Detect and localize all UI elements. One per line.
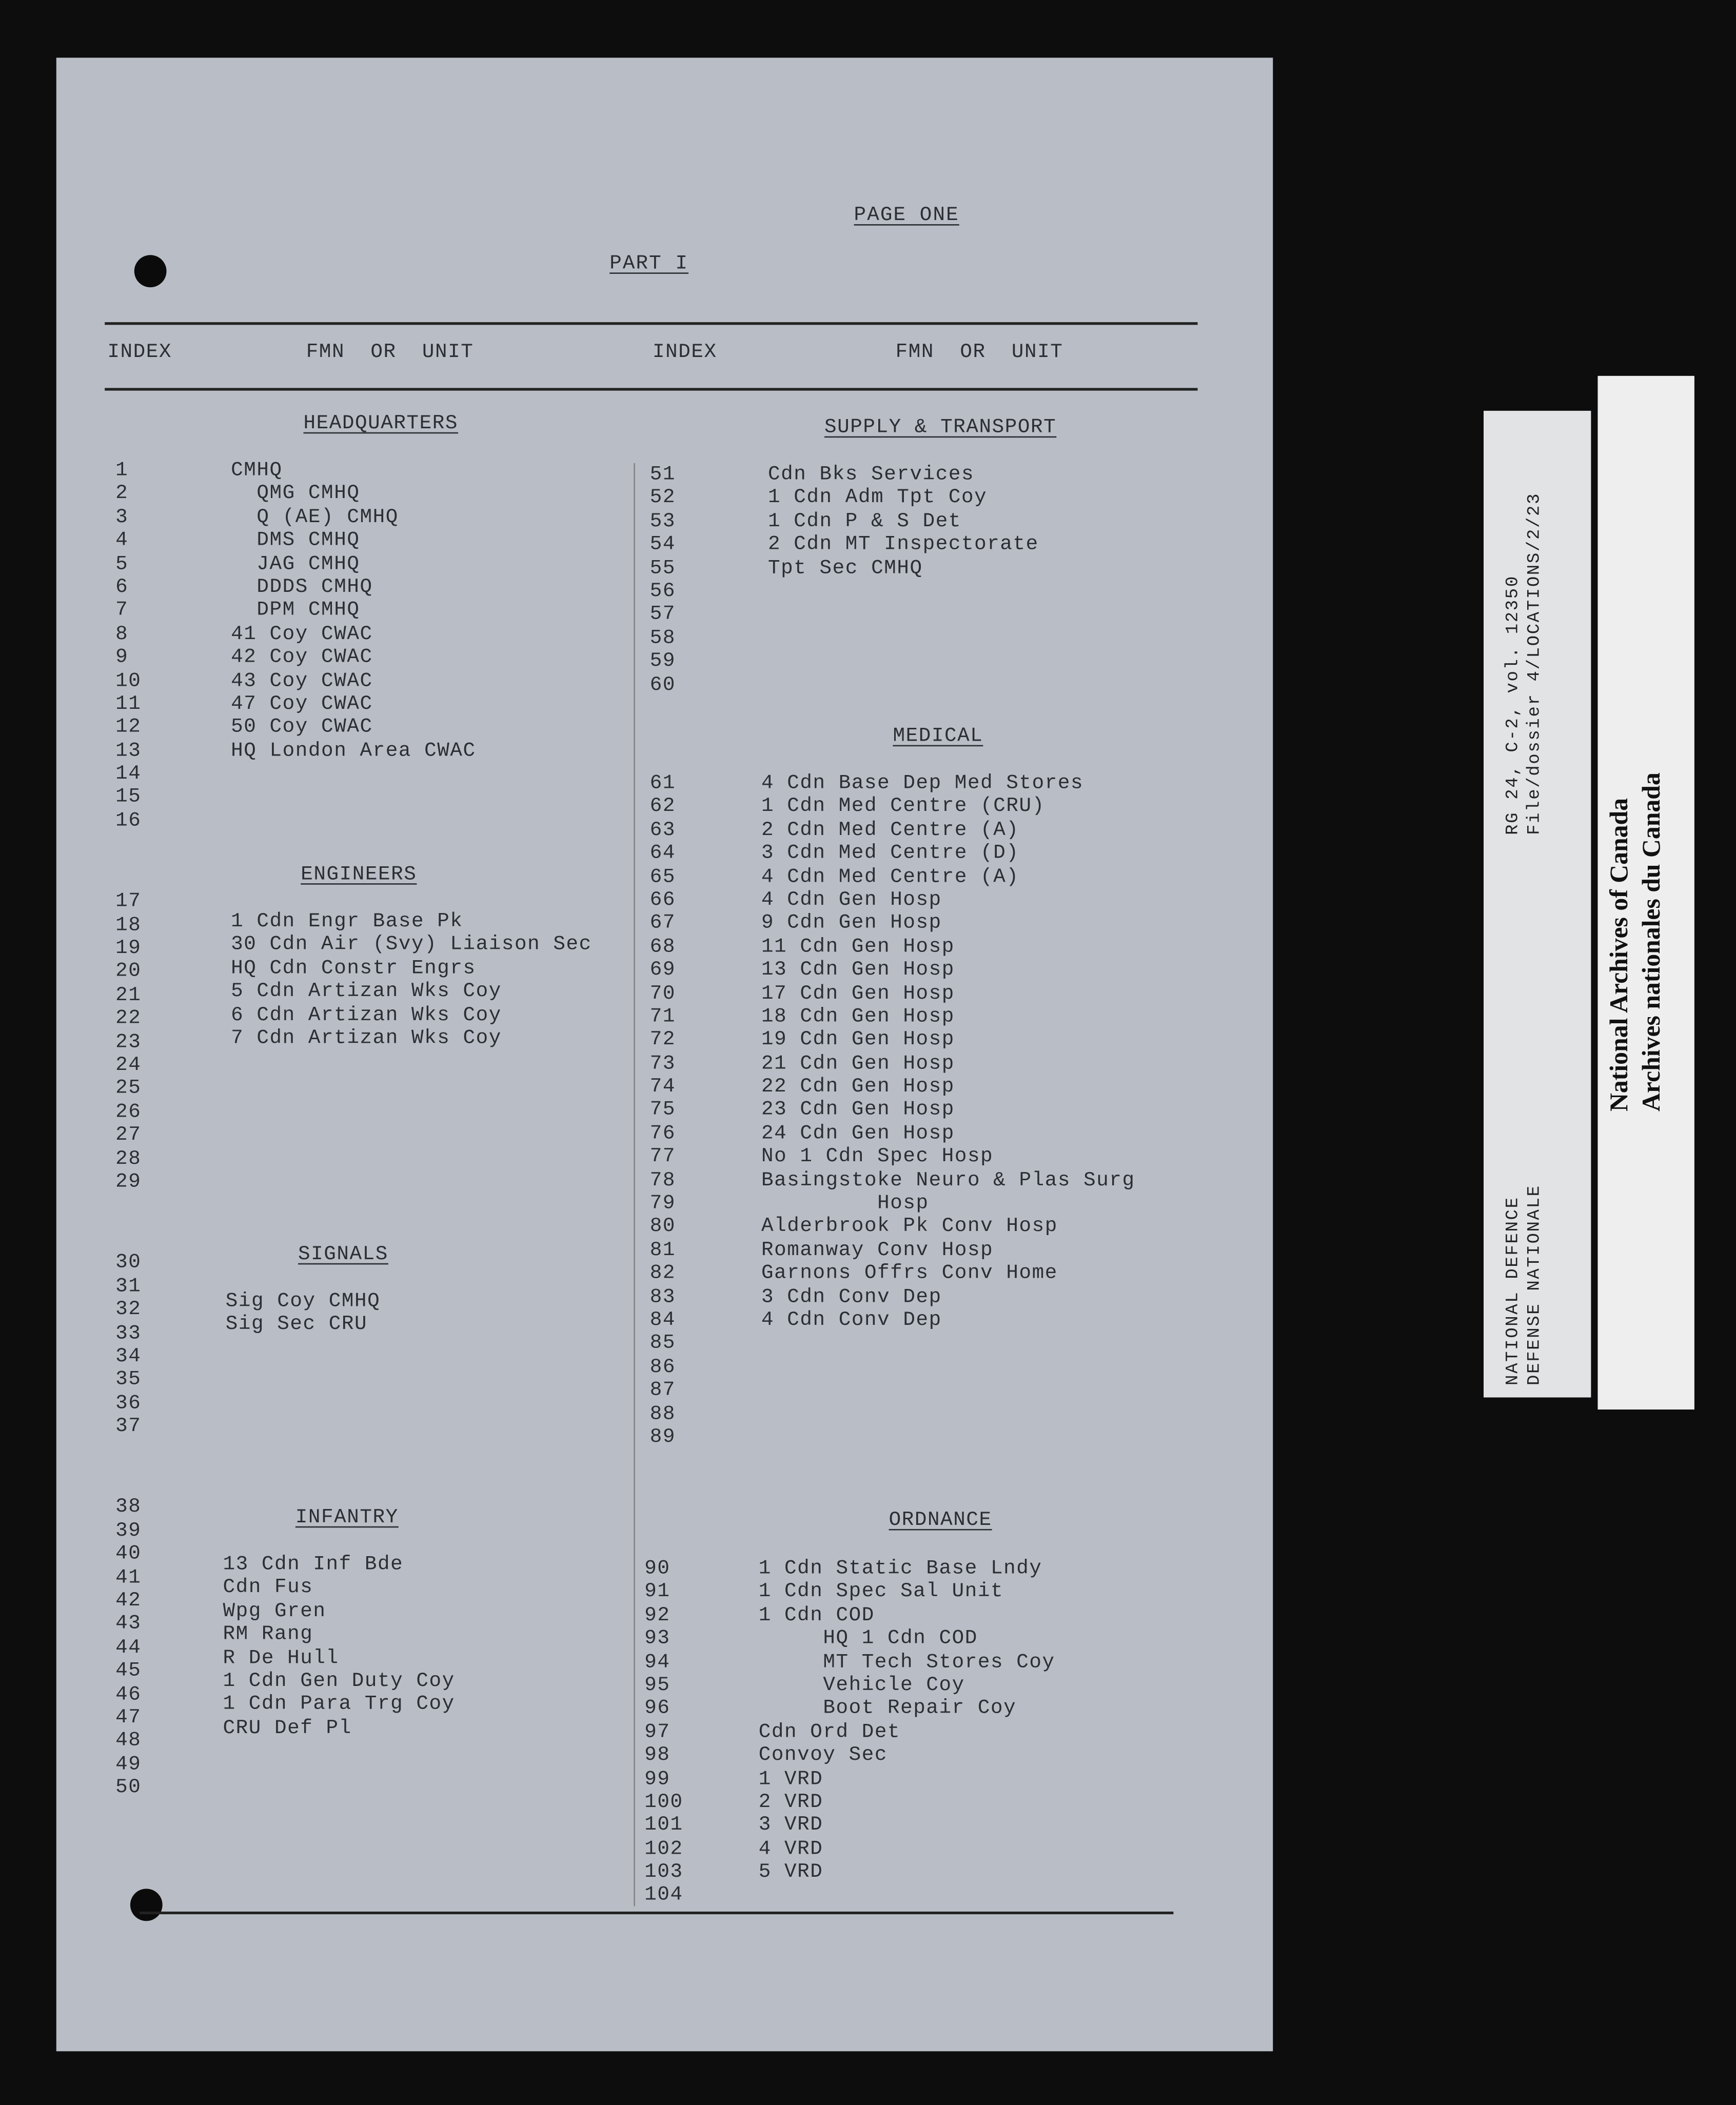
index-number: 15 — [115, 786, 142, 809]
index-number: 1 — [115, 459, 129, 482]
index-number: 61 — [649, 771, 676, 795]
unit-entry: 4 VRD — [758, 1837, 823, 1860]
centre-divider — [634, 463, 635, 1906]
unit-entry: 2 VRD — [758, 1791, 823, 1814]
unit-entry: 11 Cdn Gen Hosp — [761, 935, 955, 958]
ordnance-unit-list — [759, 1557, 1055, 1884]
unit-entry: 1 Cdn Med Centre (CRU) — [761, 795, 1045, 818]
unit-entry: 1 Cdn Gen Duty Coy — [223, 1670, 455, 1693]
index-number: 101 — [644, 1814, 683, 1837]
index-number: 45 — [115, 1659, 142, 1682]
unit-entry: 1 Cdn Spec Sal Unit — [758, 1580, 1004, 1603]
index-number: 79 — [649, 1192, 676, 1215]
index-number: 17 — [115, 890, 142, 914]
index-number: 21 — [115, 983, 142, 1007]
index-number: 39 — [115, 1519, 142, 1542]
section-heading-signals: SIGNALS — [298, 1243, 388, 1266]
index-number: 51 — [649, 463, 676, 486]
index-number: 29 — [115, 1170, 142, 1194]
unit-entry: 22 Cdn Gen Hosp — [761, 1075, 955, 1099]
index-number: 20 — [115, 960, 142, 983]
section-heading-ordnance: ORDNANCE — [889, 1508, 992, 1532]
index-number: 44 — [115, 1636, 142, 1659]
index-number: 60 — [649, 673, 676, 697]
index-number: 23 — [115, 1030, 142, 1054]
index-number: 24 — [115, 1054, 142, 1077]
index-number: 64 — [649, 842, 676, 865]
unit-entry: 47 Coy CWAC — [231, 692, 373, 716]
unit-entry: 1 VRD — [758, 1767, 823, 1791]
index-number: 37 — [115, 1415, 142, 1438]
unit-entry: 3 Cdn Med Centre (D) — [761, 842, 1019, 865]
unit-entry: JAG CMHQ — [231, 552, 360, 575]
footer-rule — [140, 1912, 1173, 1914]
unit-entry: HQ London Area CWAC — [231, 739, 476, 762]
index-number: 98 — [644, 1744, 670, 1767]
unit-entry: MT Tech Stores Coy — [758, 1651, 1055, 1674]
index-number: 11 — [115, 692, 142, 716]
unit-entry: Cdn Fus — [223, 1576, 313, 1600]
index-number: 16 — [115, 809, 142, 832]
index-number: 83 — [649, 1285, 676, 1308]
index-number: 47 — [115, 1706, 142, 1729]
unit-entry: Garnons Offrs Conv Home — [761, 1262, 1058, 1285]
index-number: 84 — [649, 1308, 676, 1332]
signals-unit-list — [226, 1290, 381, 1337]
unit-entry: 18 Cdn Gen Hosp — [761, 1005, 955, 1028]
index-number: 70 — [649, 982, 676, 1005]
unit-entry: HQ 1 Cdn COD — [758, 1627, 978, 1650]
index-number: 31 — [115, 1275, 142, 1298]
index-number: 89 — [649, 1425, 676, 1448]
unit-entry: 30 Cdn Air (Svy) Liaison Sec — [231, 933, 592, 957]
unit-entry: CMHQ — [231, 459, 283, 482]
unit-entry: RM Rang — [223, 1623, 313, 1646]
part-title: PART I — [609, 252, 689, 275]
index-number: 68 — [649, 935, 676, 958]
unit-entry: 3 Cdn Conv Dep — [761, 1285, 942, 1308]
unit-entry: 23 Cdn Gen Hosp — [761, 1099, 955, 1122]
unit-entry: DDDS CMHQ — [231, 575, 373, 599]
column-header-index-right: INDEX — [652, 341, 717, 364]
unit-entry: 42 Coy CWAC — [231, 646, 373, 669]
index-number: 9 — [115, 646, 129, 669]
index-number: 2 — [115, 482, 129, 506]
index-number: 97 — [644, 1720, 670, 1744]
unit-entry: Basingstoke Neuro & Plas Surg — [761, 1168, 1135, 1192]
archive-dept-line-2: DEFENSE NATIONALE — [1524, 1184, 1544, 1385]
index-number: 56 — [649, 580, 676, 603]
archive-name-line-1: National Archives of Canada — [1606, 798, 1634, 1112]
index-number: 78 — [649, 1168, 676, 1192]
index-number: 27 — [115, 1124, 142, 1147]
unit-entry: Sig Coy CMHQ — [225, 1290, 381, 1313]
unit-entry: Cdn Ord Det — [758, 1720, 901, 1744]
index-number: 6 — [115, 575, 129, 599]
index-number: 100 — [644, 1791, 683, 1814]
unit-entry: 19 Cdn Gen Hosp — [761, 1028, 955, 1052]
index-number: 73 — [649, 1052, 676, 1075]
index-number: 58 — [649, 626, 676, 650]
unit-entry: Q (AE) CMHQ — [231, 506, 399, 529]
unit-entry: 1 Cdn Engr Base Pk — [231, 910, 463, 933]
unit-entry: HQ Cdn Constr Engrs — [231, 957, 476, 980]
index-number: 74 — [649, 1075, 676, 1099]
section-heading-supply: SUPPLY & TRANSPORT — [824, 416, 1057, 439]
unit-entry: No 1 Cdn Spec Hosp — [761, 1145, 994, 1168]
unit-entry: 1 Cdn P & S Det — [768, 509, 961, 533]
index-number: 7 — [115, 599, 129, 622]
index-number: 62 — [649, 795, 676, 818]
index-number: 96 — [644, 1697, 670, 1720]
index-number: 19 — [115, 937, 142, 960]
index-number: 102 — [644, 1837, 683, 1860]
unit-entry: Wpg Gren — [223, 1600, 326, 1623]
unit-entry: 6 Cdn Artizan Wks Coy — [231, 1003, 502, 1027]
unit-entry: 41 Coy CWAC — [231, 622, 373, 646]
column-header-index-left: INDEX — [107, 341, 172, 364]
unit-entry: Cdn Bks Services — [768, 463, 975, 486]
unit-entry: 21 Cdn Gen Hosp — [761, 1052, 955, 1075]
index-number: 95 — [644, 1674, 670, 1697]
right-index-list-medical — [650, 772, 676, 1449]
index-number: 53 — [649, 509, 676, 533]
index-number: 66 — [649, 888, 676, 911]
unit-entry: 4 Cdn Base Dep Med Stores — [761, 771, 1084, 795]
index-number: 104 — [644, 1884, 683, 1907]
medical-unit-list — [761, 772, 1135, 1332]
index-number: 90 — [644, 1557, 670, 1580]
index-number: 99 — [644, 1767, 670, 1791]
unit-entry: 50 Coy CWAC — [231, 716, 373, 739]
header-rule-top — [105, 322, 1197, 325]
index-number: 72 — [649, 1028, 676, 1052]
index-number: 28 — [115, 1147, 142, 1170]
supply-unit-list — [768, 463, 1039, 580]
unit-entry: Sig Sec CRU — [225, 1313, 368, 1337]
index-number: 71 — [649, 1005, 676, 1028]
index-number: 8 — [115, 622, 129, 646]
unit-entry: 5 Cdn Artizan Wks Coy — [231, 980, 502, 1003]
index-number: 65 — [649, 865, 676, 888]
index-number: 103 — [644, 1860, 683, 1884]
punch-hole-bottom — [130, 1889, 163, 1921]
archive-reference-line-2: File/dossier 4/LOCATIONS/2/23 — [1524, 492, 1544, 835]
unit-entry: 9 Cdn Gen Hosp — [761, 911, 942, 935]
index-number: 67 — [649, 911, 676, 935]
index-number: 93 — [644, 1627, 670, 1650]
index-number: 46 — [115, 1682, 142, 1706]
unit-entry: 5 VRD — [758, 1860, 823, 1884]
page-title: PAGE ONE — [854, 204, 959, 227]
unit-entry: Tpt Sec CMHQ — [768, 556, 923, 580]
archive-name-line-2: Archives nationales du Canada — [1638, 772, 1666, 1112]
unit-entry: Vehicle Coy — [758, 1674, 965, 1697]
index-number: 50 — [115, 1776, 142, 1799]
index-number: 35 — [115, 1368, 142, 1392]
index-number: 55 — [649, 556, 676, 580]
index-number: 57 — [649, 603, 676, 626]
index-number: 43 — [115, 1613, 142, 1636]
unit-entry: 24 Cdn Gen Hosp — [761, 1122, 955, 1145]
unit-entry: Boot Repair Coy — [758, 1697, 1017, 1720]
archive-dept-line-1: NATIONAL DEFENCE — [1502, 1196, 1523, 1385]
index-number: 41 — [115, 1566, 142, 1589]
unit-entry: Hosp — [761, 1192, 929, 1215]
unit-entry: 2 Cdn MT Inspectorate — [768, 533, 1039, 556]
index-number: 52 — [649, 486, 676, 509]
index-number: 18 — [115, 914, 142, 937]
index-number: 4 — [115, 529, 129, 552]
section-heading-medical: MEDICAL — [893, 725, 983, 748]
index-number: 94 — [644, 1651, 670, 1674]
index-number: 13 — [115, 739, 142, 762]
section-heading-infantry: INFANTRY — [295, 1506, 399, 1529]
index-number: 36 — [115, 1392, 142, 1415]
unit-entry: 4 Cdn Gen Hosp — [761, 888, 942, 911]
unit-entry: 1 Cdn Adm Tpt Coy — [768, 486, 988, 509]
index-number: 22 — [115, 1007, 142, 1030]
index-number: 40 — [115, 1542, 142, 1566]
index-number: 69 — [649, 959, 676, 982]
index-number: 14 — [115, 762, 142, 786]
column-header-unit-right: FMN OR UNIT — [895, 341, 1063, 364]
unit-entry: 1 Cdn COD — [758, 1603, 875, 1627]
unit-entry: 13 Cdn Gen Hosp — [761, 959, 955, 982]
punch-hole-top — [134, 255, 167, 287]
index-number: 48 — [115, 1729, 142, 1753]
unit-entry: CRU Def Pl — [223, 1716, 352, 1740]
index-number: 32 — [115, 1298, 142, 1321]
index-number: 54 — [649, 533, 676, 556]
index-number: 3 — [115, 506, 129, 529]
index-number: 82 — [649, 1262, 676, 1285]
index-number: 80 — [649, 1215, 676, 1239]
header-rule-bottom — [105, 388, 1197, 390]
index-number: 81 — [649, 1239, 676, 1262]
index-number: 10 — [115, 669, 142, 692]
unit-entry: Convoy Sec — [758, 1744, 888, 1767]
unit-entry: DMS CMHQ — [231, 529, 360, 552]
left-index-list — [115, 459, 141, 1799]
index-number: 12 — [115, 716, 142, 739]
index-number: 85 — [649, 1332, 676, 1355]
unit-entry: QMG CMHQ — [231, 482, 360, 506]
headquarters-unit-list — [231, 459, 476, 763]
unit-entry: Romanway Conv Hosp — [761, 1239, 994, 1262]
section-heading-engineers: ENGINEERS — [301, 863, 417, 886]
unit-entry: DPM CMHQ — [231, 599, 360, 622]
unit-entry: R De Hull — [223, 1646, 339, 1670]
unit-entry: 1 Cdn Para Trg Coy — [223, 1693, 455, 1716]
index-number: 63 — [649, 818, 676, 842]
index-number: 88 — [649, 1402, 676, 1425]
unit-entry: 4 Cdn Conv Dep — [761, 1308, 942, 1332]
index-number: 34 — [115, 1345, 142, 1368]
index-number: 59 — [649, 650, 676, 673]
archive-reference-line-1: RG 24, C-2, vol. 12350 — [1502, 575, 1523, 835]
index-number: 76 — [649, 1122, 676, 1145]
engineers-unit-list — [231, 910, 592, 1050]
index-number: 42 — [115, 1589, 142, 1613]
unit-entry: 1 Cdn Static Base Lndy — [758, 1557, 1042, 1580]
unit-entry: 17 Cdn Gen Hosp — [761, 982, 955, 1005]
index-number: 38 — [115, 1496, 142, 1519]
index-number: 26 — [115, 1100, 142, 1123]
index-number: 91 — [644, 1580, 670, 1603]
index-number: 75 — [649, 1099, 676, 1122]
index-number: 33 — [115, 1321, 142, 1345]
unit-entry: 43 Coy CWAC — [231, 669, 373, 692]
column-header-unit-left: FMN OR UNIT — [306, 341, 474, 364]
right-index-list-ordnance — [644, 1557, 683, 1908]
index-number: 25 — [115, 1077, 142, 1100]
index-number: 30 — [115, 1252, 142, 1275]
unit-entry: Alderbrook Pk Conv Hosp — [761, 1215, 1058, 1239]
index-number: 77 — [649, 1145, 676, 1168]
unit-entry: 3 VRD — [758, 1814, 823, 1837]
right-index-list-supply — [650, 463, 676, 697]
index-number: 5 — [115, 552, 129, 575]
infantry-unit-list — [223, 1553, 455, 1740]
unit-entry: 4 Cdn Med Centre (A) — [761, 865, 1019, 888]
unit-entry: 13 Cdn Inf Bde — [223, 1553, 404, 1576]
unit-entry: 2 Cdn Med Centre (A) — [761, 818, 1019, 842]
index-number: 86 — [649, 1355, 676, 1379]
index-number: 92 — [644, 1603, 670, 1627]
index-number: 49 — [115, 1753, 142, 1776]
unit-entry: 7 Cdn Artizan Wks Coy — [231, 1027, 502, 1050]
index-number: 87 — [649, 1379, 676, 1402]
section-heading-headquarters: HEADQUARTERS — [303, 412, 459, 435]
